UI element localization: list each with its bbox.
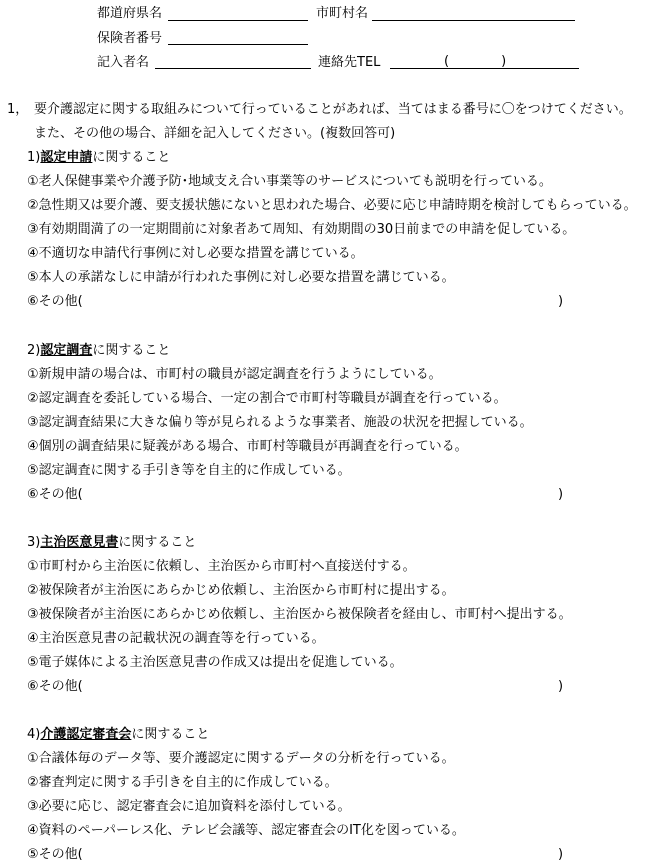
option-item[interactable]: ⑤その他( (27, 847, 83, 862)
option-item[interactable]: ③被保険者が主治医にあらかじめ依頼し、主治医から被保険者を経由し、市町村へ提出する。 (27, 607, 572, 622)
option-item[interactable]: ①合議体毎のデータ等、要介護認定に関するデータの分析を行っている。 (27, 751, 455, 766)
section-suffix: に関すること (92, 150, 171, 165)
option-item[interactable]: ②被保険者が主治医にあらかじめ依頼し、主治医から市町村に提出する。 (27, 583, 455, 598)
other-close-paren: ) (558, 679, 564, 694)
section-title-1 (27, 150, 170, 166)
municipality-input-line[interactable] (372, 20, 575, 21)
insurer-number-input-line[interactable] (168, 44, 308, 45)
option-item[interactable]: ④個別の調査結果に疑義がある場合、市町村等職員が再調査を行っている。 (27, 439, 468, 454)
option-item[interactable]: ④資料のペーパーレス化、テレビ会議等、認定審査会のIT化を図っている。 (27, 823, 465, 838)
section-label: 認定調査 (40, 343, 93, 358)
option-item[interactable]: ②審査判定に関する手引きを自主的に作成している。 (27, 775, 338, 790)
option-item[interactable]: ③必要に応じ、認定審査会に追加資料を添付している。 (27, 799, 351, 814)
option-item[interactable]: ④不適切な申請代行事例に対し必要な措置を講じている。 (27, 246, 364, 261)
option-item[interactable]: ③有効期間満了の一定期間前に対象者あて周知、有効期間の30日前までの申請を促している。 (27, 222, 576, 237)
option-item[interactable]: ⑤認定調査に関する手引き等を自主的に作成している。 (27, 463, 351, 478)
option-item[interactable]: ④主治医意見書の記載状況の調査等を行っている。 (27, 631, 325, 646)
question-number: 1， (7, 102, 29, 117)
question-line-2: また、その他の場合、詳細を記入してください。(複数回答可) (34, 126, 396, 141)
option-item[interactable]: ⑤電子媒体による主治医意見書の作成又は提出を促進している。 (27, 655, 403, 670)
section-title-2 (27, 343, 170, 359)
option-item[interactable]: ②認定調査を委託している場合、一定の割合で市町村等職員が調査を行っている。 (27, 391, 507, 406)
section-suffix: に関すること (131, 727, 210, 742)
other-close-paren: ) (558, 294, 564, 309)
other-close-paren: ) (558, 487, 564, 502)
option-item[interactable]: ⑥その他( (27, 294, 83, 309)
option-item[interactable]: ①新規申請の場合は、市町村の職員が認定調査を行うようにしている。 (27, 367, 442, 382)
option-item[interactable]: ⑥その他( (27, 679, 83, 694)
prefecture-input-line[interactable] (168, 20, 308, 21)
option-item[interactable]: ①市町村から主治医に依頼し、主治医から市町村へ直接送付する。 (27, 559, 416, 574)
section-prefix: 3) (27, 535, 41, 550)
section-prefix: 4) (27, 727, 41, 742)
prefecture-label: 都道府県名 (97, 6, 163, 21)
question-line-1: 要介護認定に関する取組みについて行っていることがあれば、当てはまる番号に〇をつけてください。 (34, 102, 632, 117)
writer-input-line[interactable] (155, 68, 311, 69)
municipality-label: 市町村名 (316, 6, 369, 21)
section-label: 認定申請 (40, 150, 93, 165)
section-title-3 (27, 535, 196, 551)
writer-label: 記入者名 (97, 55, 150, 70)
insurer-number-label: 保険者番号 (97, 31, 163, 46)
contact-parens: ( ) (444, 54, 507, 69)
option-item[interactable]: ⑥その他( (27, 487, 83, 502)
option-item[interactable]: ⑤本人の承諾なしに申請が行われた事例に対し必要な措置を講じている。 (27, 270, 455, 285)
option-item[interactable]: ②急性期又は要介護、要支援状態にないと思われた場合、必要に応じ申請時期を検討してもらっている。 (27, 198, 637, 213)
other-close-paren: ) (558, 847, 564, 862)
section-prefix: 2) (27, 343, 41, 358)
option-item[interactable]: ③認定調査結果に大きな偏り等が見られるような事業者、施設の状況を把握している。 (27, 415, 533, 430)
section-suffix: に関すること (92, 343, 171, 358)
section-suffix: に関すること (118, 535, 197, 550)
section-title-4 (27, 727, 209, 743)
contact-label: 連絡先TEL (318, 55, 381, 70)
section-label: 介護認定審査会 (40, 727, 132, 742)
section-prefix: 1) (27, 150, 41, 165)
option-item[interactable]: ①老人保健事業や介護予防･地域支え合い事業等のサービスについても説明を行っている。 (27, 174, 552, 189)
section-label: 主治医意見書 (40, 535, 119, 550)
